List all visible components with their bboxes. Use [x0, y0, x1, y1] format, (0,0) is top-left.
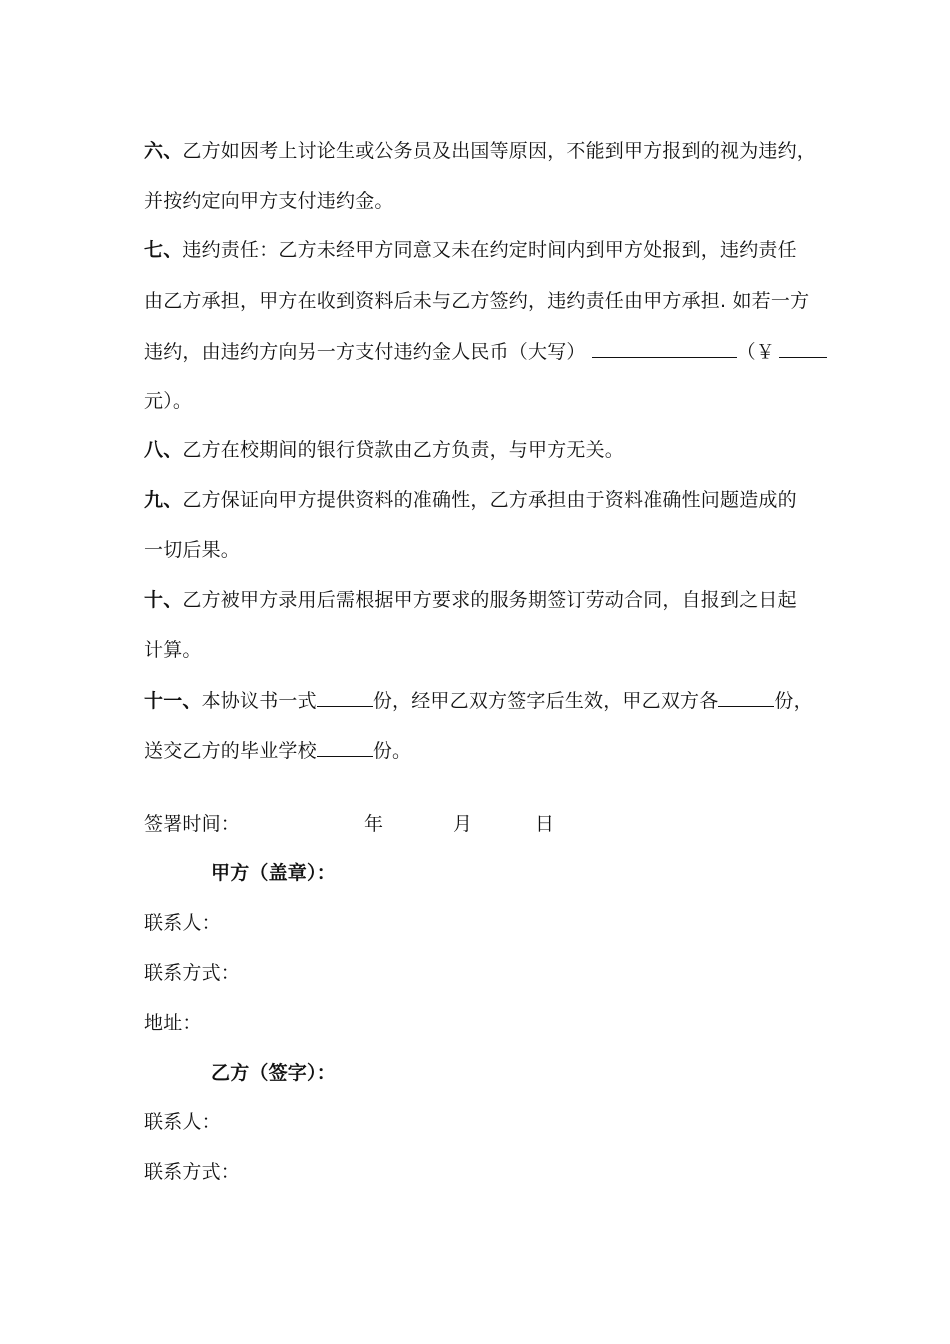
clause-10-line-1 — [144, 588, 797, 612]
penalty-amount-blank — [592, 339, 737, 358]
party-b-heading: 乙方（签字）： — [211, 1062, 336, 1084]
clause-8-line-1 — [144, 438, 624, 462]
clause-10-text-1: 乙方被甲方录用后需根据甲方要求的服务期签订劳动合同，自报到之日起 — [182, 589, 797, 611]
clause-7-text-3a: 违约，由违约方向另一方支付违约金人民币（大写） — [144, 341, 586, 363]
signing-month-label: 月 — [453, 813, 473, 835]
clause-10-number: 十、 — [144, 589, 183, 611]
signing-day-label: 日 — [535, 813, 555, 835]
clause-7-number: 七、 — [144, 239, 183, 261]
clause-6-line-2 — [144, 189, 394, 213]
copies-total-blank — [317, 688, 373, 707]
clause-11-line-1 — [144, 688, 813, 713]
clause-6-line-1 — [144, 139, 816, 163]
clause-9-text-2: 一切后果。 — [144, 539, 241, 561]
clause-11-text-1a: 本协议书一式 — [201, 690, 317, 712]
clause-10-line-2 — [144, 638, 202, 662]
clause-10-text-2: 计算。 — [144, 639, 202, 661]
clause-7-line-2 — [144, 289, 809, 313]
party-b-contact-person: 联系人： — [144, 1111, 221, 1133]
clause-11-text-2b: 份。 — [372, 740, 412, 762]
clause-9-text-1: 乙方保证向甲方提供资料的准确性，乙方承担由于资料准确性问题造成的 — [182, 489, 797, 511]
clause-7-line-4 — [144, 389, 192, 413]
clause-6-text-1: 乙方如因考上讨论生或公务员及出国等原因，不能到甲方报到的视为违约， — [182, 140, 817, 162]
clause-6-number: 六、 — [144, 140, 183, 162]
party-b-contact-method: 联系方式： — [144, 1161, 241, 1183]
clause-7-line-3 — [144, 339, 827, 364]
signing-time-label: 签署时间： — [144, 813, 241, 835]
clause-9-line-2 — [144, 538, 240, 562]
clause-8-text-1: 乙方在校期间的银行贷款由乙方负责，与甲方无关。 — [182, 439, 625, 461]
clause-11-number: 十一、 — [144, 690, 202, 712]
party-a-contact-person: 联系人： — [144, 912, 221, 934]
copies-each-blank — [718, 688, 774, 707]
copies-school-blank — [317, 738, 373, 757]
party-a-heading: 甲方（盖章）： — [211, 862, 336, 884]
party-a-address: 地址： — [144, 1012, 202, 1034]
clause-7-text-2: 由乙方承担，甲方在收到资料后未与乙方签约，违约责任由甲方承担. 如若一方 — [144, 290, 810, 312]
clause-8-number: 八、 — [144, 439, 183, 461]
penalty-figure-blank — [779, 339, 827, 358]
clause-7-text-4: 元）。 — [144, 390, 193, 412]
signing-year-label: 年 — [364, 813, 384, 835]
clause-7-line-1 — [144, 238, 797, 262]
clause-9-line-1 — [144, 488, 797, 512]
clause-11-text-2a: 送交乙方的毕业学校 — [144, 740, 317, 762]
party-a-contact-method: 联系方式： — [144, 962, 241, 984]
clause-7-text-3b: （￥ — [736, 341, 776, 363]
clause-11-text-1c: 份， — [774, 690, 813, 712]
clause-11-text-1b: 份，经甲乙双方签字后生效，甲乙双方各 — [372, 690, 719, 712]
clause-9-number: 九、 — [144, 489, 183, 511]
clause-6-text-2: 并按约定向甲方支付违约金。 — [144, 190, 394, 212]
clause-7-text-1: 违约责任：乙方未经甲方同意又未在约定时间内到甲方处报到，违约责任 — [182, 239, 797, 261]
clause-11-line-2 — [144, 738, 411, 763]
